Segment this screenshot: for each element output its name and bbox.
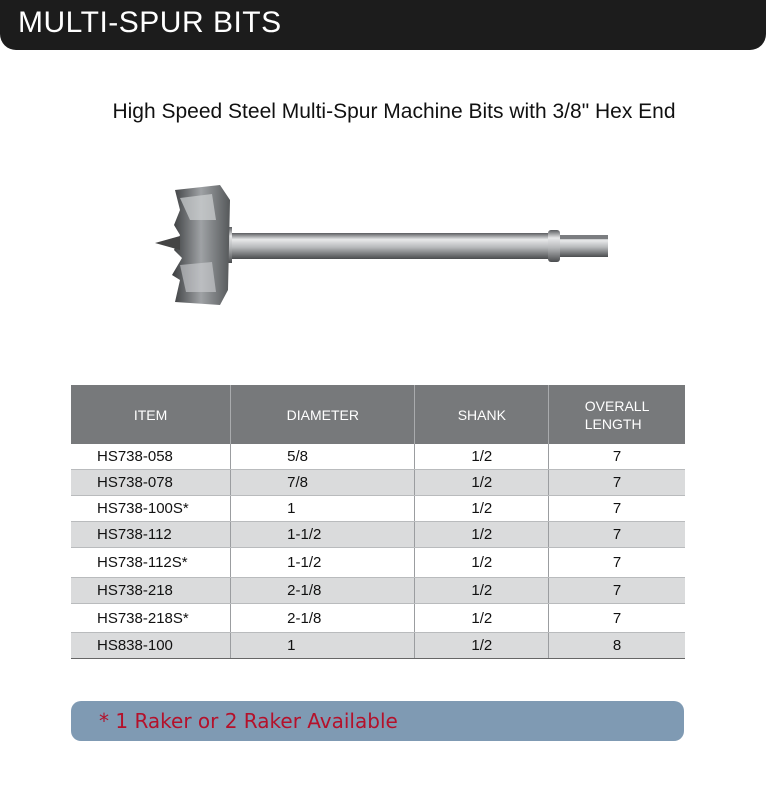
table-row	[71, 470, 685, 496]
page-title: MULTI-SPUR BITS	[18, 6, 282, 39]
diameter-cell: 7/8	[231, 470, 415, 496]
table-row	[71, 633, 685, 659]
length-cell: 7	[549, 522, 685, 548]
item-cell: HS738-078	[71, 470, 231, 496]
length-cell: 7	[549, 496, 685, 522]
length-cell: 7	[549, 444, 685, 470]
header-bar	[0, 0, 766, 50]
length-cell: 7	[549, 548, 685, 578]
table-row	[71, 578, 685, 604]
subtitle: High Speed Steel Multi-Spur Machine Bits with 3/8" Hex End	[112, 100, 676, 123]
shank-cell: 1/2	[415, 522, 549, 548]
item-cell: HS738-058	[71, 444, 231, 470]
length-cell: 7	[549, 578, 685, 604]
shank-cell: 1/2	[415, 633, 549, 659]
shank-cell: 1/2	[415, 548, 549, 578]
item-cell: HS738-218S*	[71, 604, 231, 633]
item-cell: HS738-112S*	[71, 548, 231, 578]
diameter-cell: 2-1/8	[231, 604, 415, 633]
table-row	[71, 548, 685, 578]
item-cell: HS738-100S*	[71, 496, 231, 522]
shank-cell: 1/2	[415, 444, 549, 470]
length-cell: 7	[549, 604, 685, 633]
diameter-cell: 1-1/2	[231, 548, 415, 578]
column-header-overall-length: OVERALL LENGTH	[549, 385, 685, 444]
raker-note: * 1 Raker or 2 Raker Available	[99, 709, 398, 733]
item-cell: HS738-112	[71, 522, 231, 548]
multi-spur-bit-image	[150, 180, 620, 310]
shank-cell: 1/2	[415, 470, 549, 496]
table-row	[71, 604, 685, 633]
item-cell: HS738-218	[71, 578, 231, 604]
table-row	[71, 444, 685, 470]
table-row	[71, 496, 685, 522]
diameter-cell: 2-1/8	[231, 578, 415, 604]
length-cell: 8	[549, 633, 685, 659]
diameter-cell: 1-1/2	[231, 522, 415, 548]
diameter-cell: 1	[231, 633, 415, 659]
item-cell: HS838-100	[71, 633, 231, 659]
diameter-cell: 1	[231, 496, 415, 522]
note-bar	[71, 701, 684, 741]
shank-cell: 1/2	[415, 578, 549, 604]
length-cell: 7	[549, 470, 685, 496]
diameter-cell: 5/8	[231, 444, 415, 470]
column-header-diameter: DIAMETER	[231, 385, 415, 444]
shank-cell: 1/2	[415, 604, 549, 633]
table-row	[71, 522, 685, 548]
spec-table	[71, 385, 685, 659]
column-header-item: ITEM	[71, 385, 231, 444]
table-header-row	[71, 385, 685, 444]
shank-cell: 1/2	[415, 496, 549, 522]
column-header-shank: SHANK	[415, 385, 549, 444]
